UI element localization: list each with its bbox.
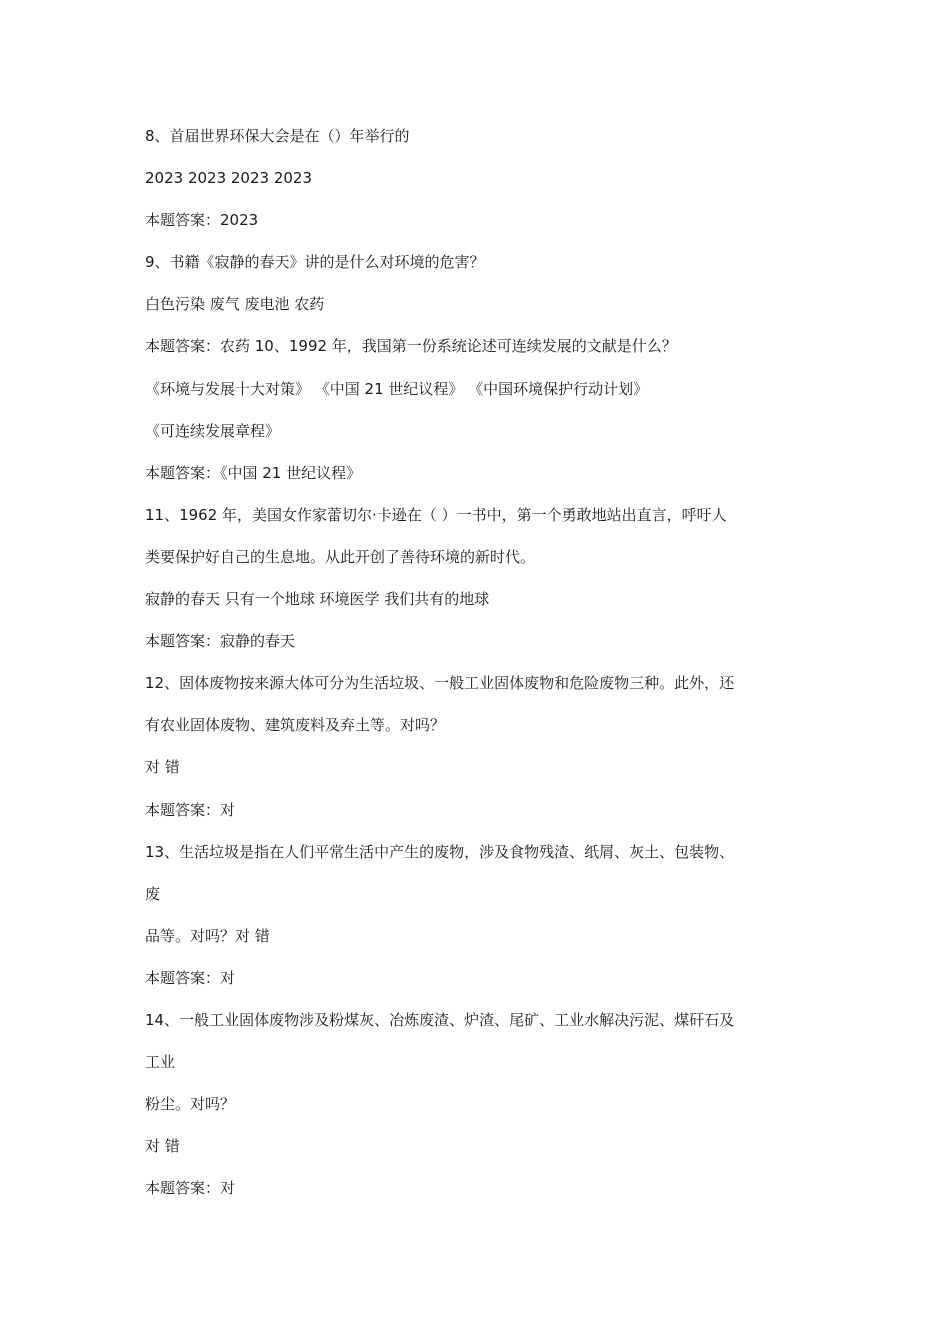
question-14-answer: 本题答案：对 — [145, 1179, 236, 1198]
question-11-options: 寂静的春天 只有一个地球 环境医学 我们共有的地球 — [145, 590, 490, 609]
question-12-options: 对 错 — [145, 758, 180, 777]
question-13-text-cont: 废 — [145, 884, 161, 903]
question-9-text: 9、书籍《寂静的春天》讲的是什么对环境的危害？ — [145, 253, 485, 272]
question-11-answer: 本题答案：寂静的春天 — [145, 632, 296, 651]
question-13-text: 13、生活垃圾是指在人们平常生活中产生的废物，涉及食物残渣、纸屑、灰土、包装物、 — [145, 842, 735, 861]
question-9-options: 白色污染 废气 废电池 农药 — [145, 295, 325, 314]
question-10-answer: 本题答案：《中国 21 世纪议程》 — [145, 463, 362, 482]
question-14-text: 14、一般工业固体废物涉及粉煤灰、冶炼废渣、炉渣、尾矿、工业水解决污泥、煤矸石及 — [145, 1010, 735, 1029]
question-8-answer: 本题答案：2023 — [145, 211, 259, 230]
question-12-text-cont: 有农业固体废物、建筑废料及弃土等。对吗？ — [145, 716, 446, 735]
question-14-options: 对 错 — [145, 1137, 180, 1156]
question-14-text-cont: 工业 — [145, 1053, 176, 1072]
question-11-text: 11、1962 年，美国女作家蕾切尔·卡逊在（ ）一书中，第一个勇敢地站出直言，呼吁人 — [145, 505, 727, 524]
question-11-text-cont: 类要保护好自己的生息地。从此开创了善待环境的新时代。 — [145, 547, 536, 566]
question-13-text-end: 品等。对吗？对 错 — [145, 926, 270, 945]
question-12-text: 12、固体废物按来源大体可分为生活垃圾、一般工业固体废物和危险废物三种。此外，还 — [145, 674, 735, 693]
question-9-answer-and-question-10: 本题答案：农药 10、1992 年，我国第一份系统论述可连续发展的文献是什么？ — [145, 337, 677, 356]
question-12-answer: 本题答案：对 — [145, 800, 236, 819]
document-body — [145, 126, 810, 1220]
question-13-answer: 本题答案：对 — [145, 968, 236, 987]
question-8-text: 8、首届世界环保大会是在（）年举行的 — [145, 127, 410, 145]
question-10-options-cont: 《可连续发展章程》 — [145, 421, 281, 440]
question-8-options: 2023 2023 2023 2023 — [145, 169, 312, 188]
question-14-text-end: 粉尘。对吗？ — [145, 1095, 236, 1114]
question-10-options: 《环境与发展十大对策》 《中国 21 世纪议程》 《中国环境保护行动计划》 — [145, 379, 649, 398]
